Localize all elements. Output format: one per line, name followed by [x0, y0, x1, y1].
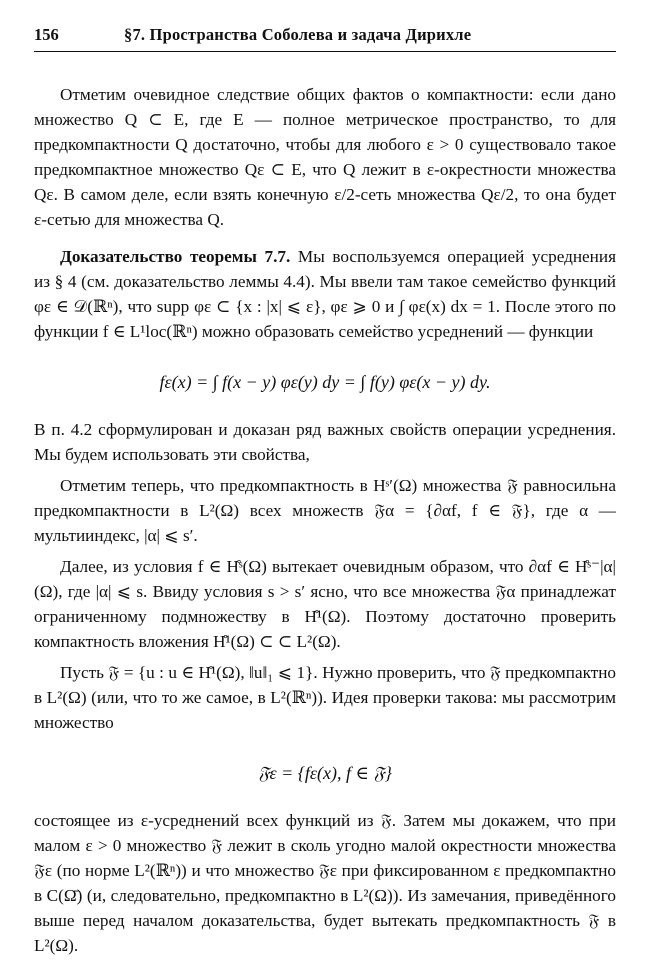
proof-text: Мы воспользуемся операцией усреднения из § 4 (см. доказательство леммы 4.4). Мы ввели там такое семейство функций φε ∈ 𝒟(ℝⁿ), что supp φε ⊂ {x : |x| ⩽ ε}, φε ⩾ 0 и ∫ φε(x) dx = 1. После этого по функции f ∈ L¹loc(ℝⁿ) можно образовать семейство усреднений — функции — [34, 247, 616, 341]
paragraph-embedding: Далее, из условия f ∈ H̊ˢ(Ω) вытекает очевидным образом, что ∂αf ∈ H̊ˢ⁻|α|(Ω), где |α| ⩽ s. Ввиду условия s > s′ ясно, что все множества 𝔉α принадлежат ограниченному подмножеству в H̊¹(Ω). Поэтому достаточно проверить компактность вложения H̊¹(Ω) ⊂ ⊂ L²(Ω). — [34, 557, 616, 651]
paragraph-proof-start — [34, 244, 616, 344]
running-title: §7. Пространства Соболева и задача Дирихле — [124, 25, 472, 44]
paragraph-conclusion: состоящее из ε-усреднений всех функций из 𝔉. Затем мы докажем, что при малом ε > 0 множество 𝔉 лежит в сколь угодно малой окрестности множества 𝔉ε (по норме L²(ℝⁿ)) и что множество 𝔉ε при фиксированном ε предкомпактно в C(Ω̄) (и, следовательно, предкомпактно в L²(Ω)). Из замечания, приведённого выше перед началом доказательства, будет вытекать предкомпактность 𝔉 в L²(Ω). — [34, 811, 616, 955]
formula-averaged-set: 𝔉ε = {fε(x), f ∈ 𝔉} — [258, 763, 392, 783]
formula-mollification: fε(x) = ∫ f(x − y) φε(y) dy = ∫ f(y) φε(x − y) dy. — [159, 372, 491, 392]
running-header — [34, 22, 616, 52]
paragraph-equivalence: Отметим теперь, что предкомпактность в Hˢ′(Ω) множества 𝔉 равносильна предкомпактности в L²(Ω) всех множеств 𝔉α = {∂αf, f ∈ 𝔉}, где α — мультииндекс, |α| ⩽ s′. — [34, 476, 616, 545]
paragraph-compactness-remark: Отметим очевидное следствие общих фактов о компактности: если дано множество Q ⊂ E, где E — полное метрическое пространство, то для предкомпактности Q достаточно, чтобы для любого ε > 0 существовало такое предкомпактное множество Qε ⊂ E, что Q лежит в ε-окрестности множества Qε. В самом деле, если взять конечную ε/2-сеть множества Qε/2, то она будет ε-сетью для множества Q. — [34, 85, 616, 229]
paragraph-properties: В п. 4.2 сформулирован и доказан ряд важных свойств операции усреднения. Мы будем использовать эти свойства, — [34, 420, 616, 464]
paragraph-set-definition: Пусть 𝔉 = {u : u ∈ H̊¹(Ω), ‖u‖₁ ⩽ 1}. Нужно проверить, что 𝔉 предкомпактно в L²(Ω) (или, что то же самое, в L²(ℝⁿ)). Идея проверки такова: мы рассмотрим множество — [34, 663, 616, 732]
proof-heading: Доказательство теоремы 7.7. — [60, 247, 291, 266]
page-number: 156 — [34, 25, 59, 44]
